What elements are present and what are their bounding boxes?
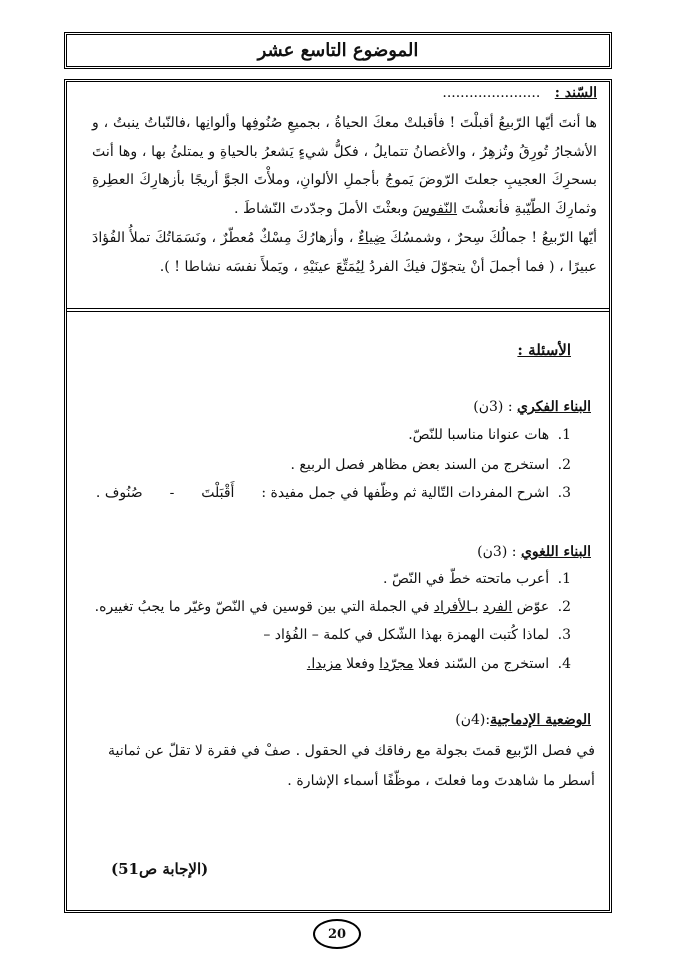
question-number: 3. <box>557 485 571 501</box>
underlined-word-diyaa: ضِياءٌ <box>358 230 386 246</box>
fikri-question-2 <box>291 457 572 473</box>
main-frame <box>64 79 612 913</box>
source-label: السّند : <box>554 85 597 101</box>
source-p2-end: ، وأزهارُكَ مِسْكٌ مُعطّرٌ ، ونَسَمَاتُكَ تملأُ الفُؤادَ عبيرًا ، ( فما أجملَ أنْ يتجوّلَ فيكَ الفردُ لِيُمَتِّعَ عينَيْهِ ، ويَملأَ نفسَه نشاطا ! ). <box>92 230 597 275</box>
page-title: الموضوع التاسع عشر <box>257 40 419 61</box>
vocab-word-1: أَقْبَلْتَ <box>201 485 235 501</box>
question-text-a: عوّض <box>516 599 550 615</box>
fikri-section-heading <box>473 399 591 415</box>
question-text: لماذا كُتبت الهمزة بهذا الشّكل في كلمة – الفُؤاد – <box>263 627 550 643</box>
section-divider <box>67 308 609 312</box>
lughawi-question-1 <box>383 571 571 587</box>
lughawi-question-2 <box>95 599 571 615</box>
source-p2-start: أيّها الرّبيعُ ! جمالُكَ سِحرٌ ، وشمسُكَ <box>390 230 598 246</box>
fikri-title: البناء الفكري <box>517 399 591 415</box>
lughawi-section-heading <box>477 544 591 560</box>
underlined-word-afrad: الأفراد <box>433 599 471 615</box>
fikri-points: : (3ن) <box>473 399 513 415</box>
wadiya-points: :(4ن) <box>455 712 491 728</box>
question-number: 2. <box>557 457 571 473</box>
wadiya-section-heading <box>455 712 591 728</box>
question-number: 1. <box>557 571 571 587</box>
lughawi-question-4 <box>307 656 571 672</box>
question-text: أعرب ماتحته خطّ في النّصّ . <box>383 571 550 587</box>
question-text-b: بـ <box>470 599 479 615</box>
fikri-question-1 <box>408 427 571 443</box>
question-text: اشرح المفردات التّالية ثم وظّفها في جمل مفيدة : <box>261 485 550 501</box>
source-dots: ...................... <box>442 85 541 101</box>
question-text-b: وفعلا <box>346 656 375 672</box>
wadiya-title: الوضعية الإدماجية <box>490 712 591 728</box>
vocab-dash: - <box>169 485 175 501</box>
underlined-word-nufus: النّفوسَ <box>412 200 458 217</box>
lughawi-question-3 <box>263 627 571 643</box>
question-text-c: في الجملة التي بين قوسين في النّصّ وغيّر ما يجبُ تغييره. <box>94 599 430 615</box>
questions-heading: الأسئلة : <box>517 341 571 359</box>
underlined-word-mujarrad: مجرّدا <box>379 656 414 672</box>
lughawi-points: : (3ن) <box>477 544 517 560</box>
source-heading <box>442 85 597 101</box>
wadiya-text: في فصل الرّبيع قمتَ بجولة مع رفاقك في الحقول . صفْ في فقرة لا تقلّ عن ثمانية أسطر ما شاهدتَ وما فعلتَ ، موظّفًا أسماء الإشارة . <box>107 743 595 789</box>
question-number: 4. <box>557 656 571 672</box>
underlined-word-mazid: مزيدا. <box>306 656 342 672</box>
source-p1-end: وبعثْتَ الأملَ وجدّدتَ النّشاطَ . <box>233 200 409 217</box>
source-paragraph-2 <box>92 224 597 281</box>
question-text: استخرج من السند بعض مظاهر فصل الربيع . <box>290 457 550 473</box>
vocab-word-2: صُنُوف . <box>95 485 143 501</box>
page-number: 20 <box>313 919 361 949</box>
lughawi-title: البناء اللغوي <box>520 544 591 560</box>
source-p1-text: ها أنتَ أيّها الرّبيعُ أقبلْتَ ! فأقبلتْ معكَ الحياةُ ، بجميعِ صُنُوفِها وألوانِها ،فالنّباتُ ينبتُ ، و الأشجارُ تُورِقُ وتُزهِرُ ، والأغصانُ تتمايلُ ، فكلُّ شيءٍ يَشعرُ بالحياةِ و يمتلئُ بها ، وها أنتَ بسحرِكَ العجيبِ جعلتَ الرّوضَ يَموجُ بأجملِ الألوانِ، وملأْتَ الجوَّ أريجًا بأزهارِكَ العطِرةِ وثمارِكَ الطّيّبةِ فأنعشْتَ <box>92 115 597 217</box>
fikri-question-3 <box>96 485 571 501</box>
question-text-a: استخرج من السّند فعلا <box>418 656 550 672</box>
answer-reference: (الإجابة ص51) <box>111 860 209 878</box>
source-paragraph-1 <box>92 109 597 223</box>
question-number: 1. <box>557 427 571 443</box>
question-number: 3. <box>557 627 571 643</box>
title-box <box>64 32 612 69</box>
question-text: هات عنوانا مناسبا للنّصّ. <box>408 427 550 443</box>
question-number: 2. <box>557 599 571 615</box>
underlined-word-fard: الفرد <box>483 599 513 615</box>
